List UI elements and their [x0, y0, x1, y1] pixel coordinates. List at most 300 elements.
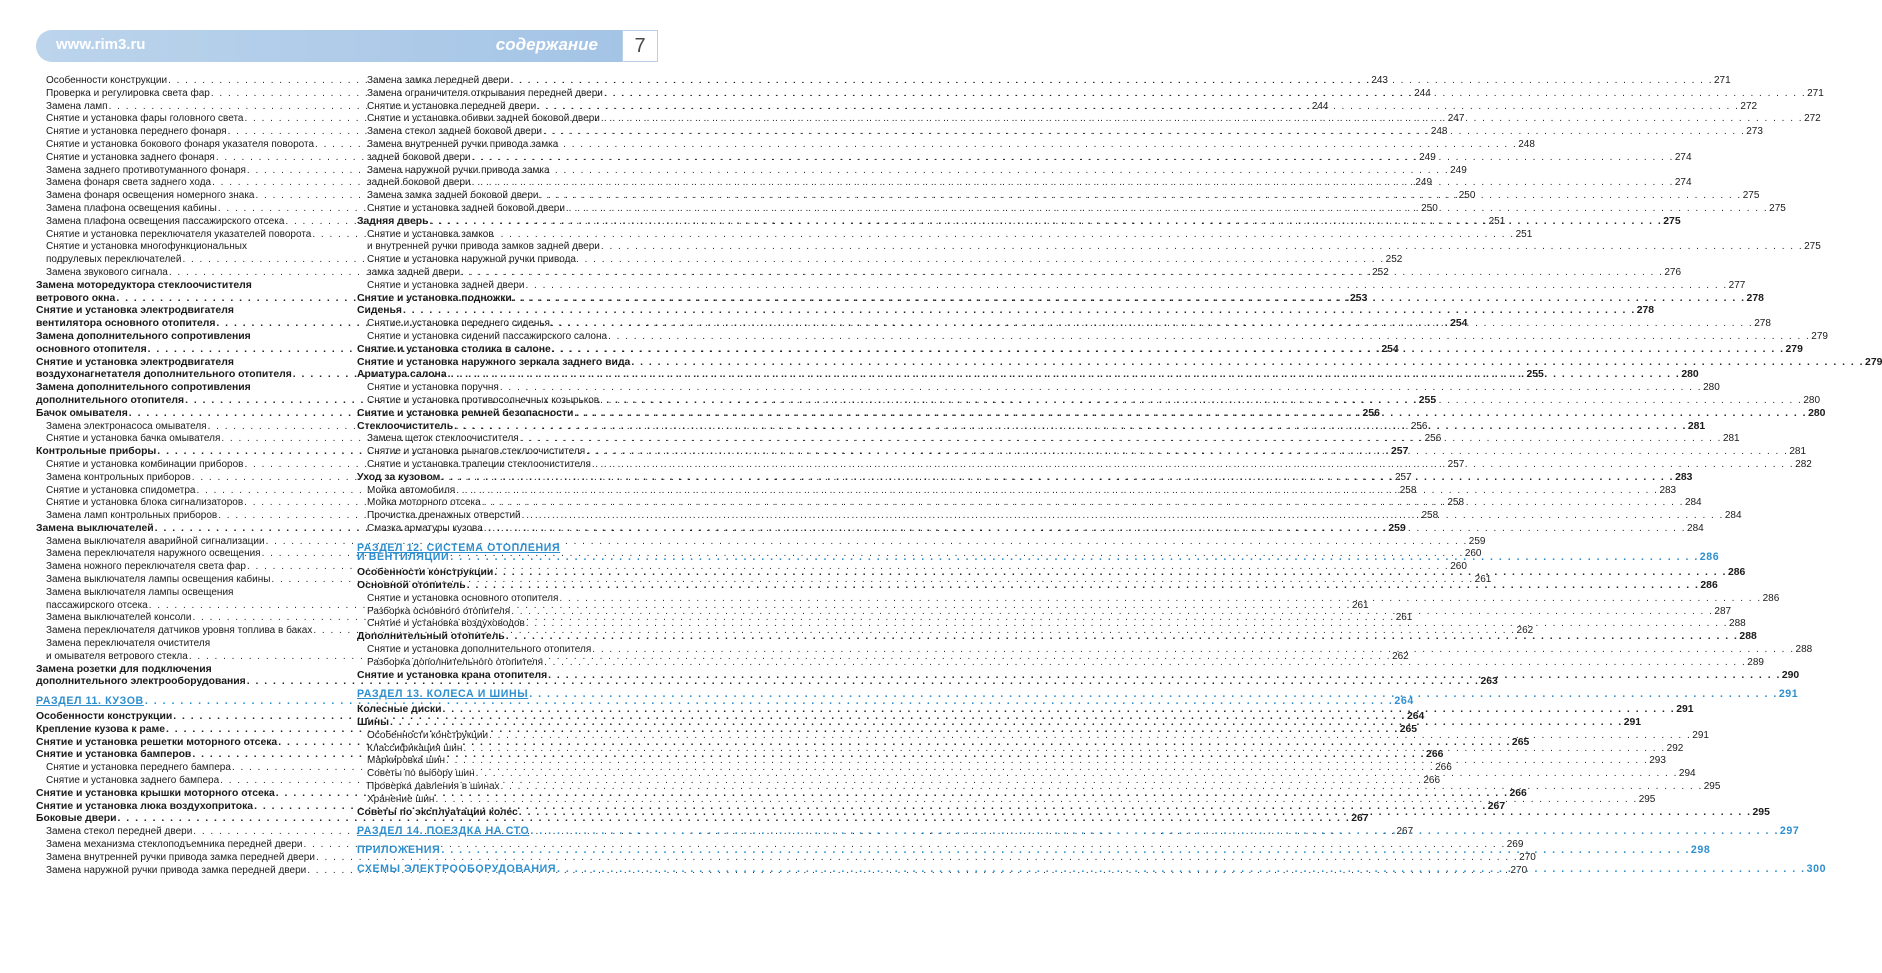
toc-entry-title: Основной отопитель [357, 580, 466, 592]
dot-leader [489, 730, 1691, 743]
dot-leader [586, 446, 1788, 459]
toc-entry-title: РАЗДЕЛ 13. КОЛЕСА И ШИНЫ [357, 688, 529, 701]
toc-page-number: 250 [1458, 190, 1476, 202]
toc-page-number: 281 [1789, 446, 1807, 458]
toc-entry-title: Замена выключателей консоли [46, 612, 192, 624]
toc-entry-title: РАЗДЕЛ 12. СИСТЕМА ОТОПЛЕНИЯ [357, 541, 561, 554]
toc-entry-title: подрулевых переключателей [46, 254, 182, 266]
dot-leader [467, 580, 1700, 593]
toc-page-number: 280 [1703, 382, 1720, 394]
toc-chapter[interactable] [36, 695, 1414, 708]
toc-entry-title: Замена дополнительного сопротивления [36, 382, 251, 394]
toc-page-number: 262 [1392, 650, 1409, 662]
dot-leader [441, 472, 1674, 485]
toc-page-number: 264 [1394, 695, 1414, 708]
dot-leader [448, 369, 1681, 382]
toc-entry-title: Замена розетки для подключения [36, 663, 212, 675]
toc-page-number: 298 [1690, 844, 1711, 857]
toc-page-number: 283 [1675, 471, 1693, 483]
toc-entry-title: вентилятора основного отопителя [36, 318, 216, 330]
dot-leader [592, 644, 1794, 657]
toc-page-number: 243 [1371, 75, 1388, 86]
toc-page-number: 244 [1414, 87, 1431, 99]
toc-page-number: 267 [1351, 813, 1369, 825]
toc-page-number: 256 [1362, 407, 1380, 419]
toc-entry-title: Замена внутренней ручки привода замка передней двери [46, 851, 315, 863]
toc-entry-title: Замена механизма стеклоподъемника передней двери [46, 839, 303, 851]
toc-page-number: 270 [1519, 851, 1536, 863]
toc-entry[interactable] [36, 676, 1498, 689]
toc-entry[interactable] [36, 280, 340, 293]
toc-entry-title: Контрольные приборы [36, 446, 157, 458]
toc-page-number: 247 [1447, 113, 1465, 125]
toc-entry-title: Снятие и установка противосолнечных козырьков [367, 394, 600, 406]
toc-entry-title: пассажирского отсека [46, 599, 148, 611]
toc-page-number: 292 [1666, 742, 1684, 754]
toc-entry-title: И ВЕНТИЛЯЦИИ [357, 551, 450, 564]
toc-page-number: 258 [1399, 484, 1417, 496]
toc-page-number: 288 [1729, 618, 1746, 630]
toc-page-number: 257 [1391, 446, 1409, 458]
dot-leader [526, 618, 1728, 631]
toc-page-number: 288 [1795, 644, 1813, 656]
toc-entry-title: Снятие и установка основного отопителя [367, 592, 559, 604]
toc-entry[interactable] [36, 664, 340, 677]
toc-page-number: 259 [1388, 522, 1406, 534]
toc-entry-title: Разборка основного отопителя [367, 605, 511, 617]
toc-subentry[interactable] [357, 254, 653, 267]
toc-page-number: 295 [1703, 781, 1721, 793]
toc-entry-title: Замена выключателей [36, 522, 154, 534]
toc-entry-title: СХЕМЫ ЭЛЕКТРООБОРУДОВАНИЯ [357, 863, 557, 876]
toc-page-number: 251 [1488, 215, 1506, 227]
toc-entry-title: Особенности конструкции [36, 711, 173, 723]
toc-entry-title: Задняя дверь [357, 215, 429, 227]
toc-entry-title: Замена ламп контрольных приборов [46, 510, 218, 522]
dot-leader [566, 203, 1768, 216]
dot-leader [446, 755, 1648, 768]
toc-entry-title: Маркировка шин [367, 755, 446, 767]
toc-entry-title: Замена звукового сигнала [46, 266, 168, 278]
toc-entry-title: Снятие и установка заднего фонаря [46, 151, 215, 163]
toc-entry[interactable] [357, 305, 1655, 318]
toc-entry-title: Снятие и установка решетки моторного отсека [36, 736, 278, 748]
toc-subentry[interactable] [357, 241, 1821, 254]
toc-page-number: 249 [1450, 164, 1467, 176]
dot-leader [476, 768, 1678, 781]
toc-entry-title: Снятие и установка рычагов стеклоочистителя [367, 446, 586, 458]
dot-leader [456, 485, 1658, 498]
dot-leader [557, 863, 1806, 876]
dot-leader [600, 395, 1802, 408]
toc-entry-title: Стеклоочиститель [357, 420, 454, 432]
toc-entry-title: Замена ограничителя открывания передней двери [367, 87, 603, 99]
dot-leader [608, 331, 1810, 344]
toc-page-number: 275 [1742, 190, 1760, 202]
toc-page-number: 263 [1480, 676, 1498, 688]
toc-entry-title: Снятие и установка спидометра [46, 484, 196, 496]
toc-entry[interactable] [357, 356, 1882, 370]
dot-leader [559, 593, 1761, 606]
dot-leader [631, 357, 1864, 370]
dot-leader [403, 305, 1636, 318]
dot-leader [529, 688, 1778, 701]
toc-subentry[interactable] [357, 382, 1720, 395]
toc-page-number: 262 [1516, 625, 1534, 637]
toc-page-number: 287 [1714, 605, 1732, 617]
toc-page-number: 290 [1781, 669, 1800, 681]
toc-page-number: 258 [1421, 510, 1439, 522]
toc-entry-title: Замена стекол задней боковой двери [367, 126, 543, 138]
toc-entry-title: Снятие и установка заднего бампера [46, 775, 220, 787]
toc-entry-title: Замена ламп [46, 100, 108, 112]
toc-page-number: 274 [1674, 177, 1692, 189]
toc-entry-title: Шины [357, 717, 389, 729]
toc-page-number: 283 [1659, 484, 1677, 496]
dot-leader [525, 280, 1727, 293]
toc-page-number: 256 [1424, 433, 1442, 445]
toc-entry-title: Замена стекол передней двери [46, 826, 193, 838]
toc-page-number: 281 [1687, 420, 1706, 432]
dot-leader [540, 190, 1742, 203]
toc-entry-title: Крепление кузова к раме [36, 723, 166, 735]
toc-page-number: 253 [1350, 292, 1368, 304]
toc-entry-title: Советы по эксплуатации колес [357, 806, 518, 818]
toc-page-number: 286 [1699, 551, 1720, 564]
header-band [36, 30, 626, 62]
toc-page-number: 282 [1795, 458, 1812, 470]
toc-entry-title: и внутренней ручки привода замков задней двери [367, 241, 600, 253]
toc-page-number: 265 [1511, 736, 1530, 748]
toc-page-number: 280 [1803, 394, 1821, 406]
toc-entry-title: Замена фонаря света заднего хода [46, 177, 212, 189]
toc-entry-title: Особенности конструкции [357, 567, 494, 579]
toc-page-number: 291 [1623, 717, 1642, 729]
dot-leader [482, 497, 1684, 510]
toc-page-number: 300 [1806, 863, 1827, 876]
toc-entry-title: Мойка автомобиля [367, 484, 456, 496]
toc-page-number: 259 [1468, 535, 1486, 547]
dot-leader [551, 318, 1753, 331]
page-number: 7 [622, 30, 658, 62]
toc-page-number: 278 [1636, 305, 1655, 317]
toc-page-number: 249 [1415, 177, 1433, 189]
dot-leader [484, 523, 1686, 536]
toc-page-number: 286 [1762, 592, 1780, 604]
toc-page-number: 257 [1395, 471, 1412, 483]
dot-leader [390, 717, 1623, 730]
toc-entry-title: Замена ножного переключателя света фар [46, 561, 246, 573]
toc-entry-title: ветрового окна [36, 292, 116, 304]
dot-leader [454, 421, 1687, 434]
toc-entry-title: Сиденья [357, 305, 402, 317]
toc-entry-title: замка задней двери [367, 266, 461, 278]
toc-entry-title: воздухонагнетателя дополнительного отопителя [36, 369, 292, 381]
toc-subentry[interactable] [357, 165, 653, 178]
toc-page-number: 261 [1395, 612, 1413, 624]
toc-page-number: 293 [1649, 755, 1666, 767]
dot-leader [501, 781, 1703, 794]
toc-entry-title: Замена электронасоса омывателя [46, 420, 207, 432]
toc-entry-title: задней боковой двери [367, 177, 471, 189]
toc-page-number: 258 [1447, 497, 1465, 509]
toc-entry-title: Снятие и установка многофункциональных [46, 241, 247, 253]
toc-page-number: 265 [1399, 723, 1418, 735]
toc-entry-title: Снятие и установка фары головного света [46, 113, 244, 125]
dot-leader [500, 382, 1702, 395]
toc-entry[interactable] [36, 382, 340, 395]
dot-leader [548, 670, 1781, 683]
toc-entry-title: Замена выключателя лампы освещения [46, 586, 234, 598]
toc-page-number: 284 [1687, 522, 1704, 534]
toc-page-number: 248 [1518, 138, 1535, 150]
toc-page-number: 271 [1807, 87, 1824, 99]
dot-leader [463, 743, 1665, 756]
toc-entry-title: РАЗДЕЛ 14. ПОЕЗДКА НА СТО [357, 825, 530, 838]
toc-page-number: 278 [1754, 318, 1771, 330]
dot-leader [530, 825, 1779, 838]
toc-entry-title: Прочистка дренажных отверстий [367, 510, 521, 522]
toc-entry-title: Снятие и установка наружного зеркала заднего вида [357, 356, 631, 368]
toc-page-number: 255 [1526, 369, 1544, 381]
toc-entry-title: Снятие и установка переднего фонаря [46, 126, 227, 138]
dot-leader [430, 216, 1663, 229]
toc-entry-title: Снятие и установка сидений пассажирского салона [367, 330, 608, 342]
toc-page-number: 273 [1746, 126, 1763, 138]
toc-entry-title: Снятие и установка ремней безопасности [357, 407, 574, 419]
toc-page-number: 295 [1638, 793, 1656, 805]
toc-page-number: 254 [1450, 318, 1468, 330]
dot-leader [544, 657, 1746, 670]
toc-entry-title: и омывателя ветрового стекла [46, 650, 188, 662]
toc-entry-title: Снятие и установка передней двери [367, 100, 537, 112]
dot-leader [604, 88, 1806, 101]
toc-page-number: 249 [1419, 151, 1436, 163]
toc-entry-title: Снятие и установка подножки [357, 292, 512, 304]
toc-entry-title: Снятие и установка обивки задней боковой двери [367, 113, 600, 125]
toc-subentry[interactable] [36, 241, 340, 254]
toc-entry[interactable] [36, 357, 340, 370]
toc-entry-title: Снятие и установка бокового фонаря указателя поворота [46, 138, 315, 150]
toc-entry-title: Замена замка задней боковой двери [367, 190, 539, 202]
toc-page-number: 266 [1509, 787, 1527, 799]
toc-page-number: 257 [1447, 458, 1465, 470]
toc-entry-title: дополнительного отопителя [36, 394, 185, 406]
toc-entry-title: Арматура салона [357, 369, 447, 381]
toc-entry-title: Замена внутренней ручки привода замка [367, 138, 559, 150]
toc-page-number: 274 [1674, 151, 1692, 163]
toc-page-number: 251 [1515, 228, 1533, 240]
toc-page-number: 289 [1747, 656, 1764, 668]
dot-leader [601, 113, 1803, 126]
toc-entry-title: Замена заднего противотуманного фонаря [46, 164, 246, 176]
toc-page-number: 279 [1865, 356, 1882, 368]
dot-leader [519, 807, 1752, 820]
dot-leader [537, 101, 1739, 114]
toc-entry-title: Снятие и установка переднего сиденья [367, 318, 550, 330]
toc-entry-title: Снятие и установка дополнительного отопителя [367, 644, 592, 656]
toc-entry-title: Проверка и регулировка света фар [46, 87, 210, 99]
dot-leader [513, 293, 1746, 306]
toc-entry-title: Замена контрольных приборов [46, 471, 191, 483]
toc-page-number: 261 [1474, 574, 1492, 586]
toc-entry-title: Классификация шин [367, 742, 463, 754]
toc-entry-title: Замена переключателя наружного освещения [46, 548, 261, 560]
toc-entry-title: Особенности конструкции [46, 75, 168, 86]
toc-page-number: 295 [1752, 806, 1770, 818]
dot-leader [442, 704, 1675, 717]
dot-leader [511, 606, 1713, 619]
toc-entry-title: Замена фонаря освещения номерного знака [46, 190, 255, 202]
toc-page-number: 281 [1722, 433, 1740, 445]
site-url[interactable]: www.rim3.ru [56, 36, 146, 53]
toc-subentry[interactable] [357, 279, 1746, 293]
toc-entry-title: Замена наружной ручки привода замка передней двери [46, 864, 307, 876]
toc-entry-title: Уход за кузовом [357, 471, 441, 483]
toc-page-number: 270 [1510, 864, 1528, 876]
toc-subentry[interactable] [36, 851, 1536, 865]
toc-entry-title: Снятие и установка крышки моторного отсека [36, 787, 275, 799]
toc-entry-title: дополнительного электрооборудования [36, 676, 246, 688]
toc-page-number: 266 [1435, 762, 1452, 774]
toc-page-number: 272 [1804, 113, 1821, 125]
toc-entry-title: Замена замка передней двери [367, 75, 510, 86]
toc-entry-title: Замена щеток стеклоочистителя [367, 433, 519, 445]
toc-page-number: 267 [1487, 800, 1506, 812]
toc-page-number: 252 [1385, 254, 1403, 266]
toc-entry-title: Смазка арматуры кузова [367, 522, 483, 534]
toc-entry-title: Мойка моторного отсека [367, 497, 481, 509]
toc-entry-title: РАЗДЕЛ 11. КУЗОВ [36, 695, 144, 708]
toc-entry-title: Снятие и установка столика в салоне [357, 343, 551, 355]
toc-page-number: 280 [1681, 369, 1699, 381]
toc-entry[interactable] [36, 305, 340, 318]
dot-leader [522, 510, 1724, 523]
toc-subentry[interactable] [357, 229, 653, 242]
dot-leader [552, 344, 1785, 357]
toc-page-number: 284 [1684, 497, 1702, 509]
toc-page-number: 279 [1811, 330, 1828, 342]
toc-subentry[interactable] [357, 139, 653, 152]
dot-leader [494, 567, 1727, 580]
toc-page-number: 275 [1769, 202, 1786, 214]
dot-leader [574, 408, 1807, 421]
toc-subentry[interactable] [357, 330, 1828, 344]
toc-entry-title: Снятие и установка наружной ручки привода [367, 254, 576, 266]
toc-page-number: 250 [1421, 202, 1438, 214]
toc-page-number: 248 [1430, 126, 1448, 138]
toc-entry-title: Дополнительный отопитель [357, 631, 505, 643]
toc-page-number: 269 [1506, 839, 1524, 851]
toc-entry-title: Снятие и установка электродвигателя [36, 305, 234, 317]
toc-entry-title: задней боковой двери [367, 151, 471, 163]
toc-entry-title: Замена выключателя аварийной сигнализации [46, 535, 265, 547]
toc-page-number: 288 [1739, 631, 1757, 643]
toc-entry-title: Снятие и установка поручня [367, 382, 499, 394]
toc-entry-title: основного отопителя [36, 343, 147, 355]
toc-entry-title: Замена наружной ручки привода замка [367, 164, 550, 176]
toc-entry-title: Замена переключателя очистителя [46, 638, 211, 650]
dot-leader [520, 433, 1722, 446]
toc-entry-title: Снятие и установка трапеции стеклоочистителя [367, 458, 591, 470]
toc-entry-title: Снятие и установка бачка омывателя [46, 433, 221, 445]
toc-entry-title: Бачок омывателя [36, 407, 128, 419]
toc-page-number: 264 [1406, 711, 1425, 723]
toc-page-number: 284 [1724, 510, 1742, 522]
toc-page-number: 291 [1692, 729, 1709, 741]
toc-page-number: 286 [1727, 567, 1746, 579]
toc-page-number: 278 [1746, 292, 1764, 304]
toc-entry-title: Особенности конструкции [367, 729, 489, 741]
toc-page-number: 291 [1676, 704, 1694, 716]
toc-page-number: 254 [1381, 343, 1399, 355]
toc-entry[interactable] [36, 331, 340, 344]
toc-entry-title: Снятие и установка замков [367, 228, 494, 240]
toc-entry-title: Боковые двери [36, 813, 117, 825]
toc-entry-title: Замена плафона освещения пассажирского отсека [46, 215, 285, 227]
toc-page-number: 267 [1396, 826, 1414, 838]
toc-entry-title: Замена дополнительного сопротивления [36, 330, 251, 342]
dot-leader [592, 459, 1794, 472]
toc-page-number: 286 [1700, 580, 1718, 592]
toc-page-number: 260 [1450, 561, 1467, 573]
toc-chapter[interactable] [357, 688, 1799, 701]
dot-leader [511, 75, 1713, 88]
toc-page-number: 275 [1663, 215, 1681, 227]
toc-page-number: 277 [1728, 279, 1746, 291]
toc-entry-title: Снятие и установка задней двери [367, 279, 525, 291]
toc-entry-title: Снятие и установка бамперов [36, 749, 192, 761]
dot-leader [472, 177, 1674, 190]
dot-leader [472, 152, 1674, 165]
toc-entry-title: Снятие и установка блока сигнализаторов [46, 497, 244, 509]
dot-leader [543, 126, 1745, 139]
toc-page-number: 275 [1804, 241, 1821, 253]
toc-entry-title: Снятие и установка переключателя указателей поворота [46, 228, 312, 240]
dot-leader [441, 844, 1690, 857]
toc-page-number: 279 [1785, 343, 1803, 355]
toc-entry-title: Хранение шин [367, 793, 435, 805]
toc-page-number: 297 [1779, 825, 1800, 838]
toc-page-number: 276 [1664, 266, 1682, 278]
toc-entry-title: Колесные диски [357, 704, 442, 716]
toc-entry-title: Советы по выбору шин [367, 768, 475, 780]
toc-entry-title: Замена переключателя датчиков уровня топлива в баках [46, 625, 313, 637]
toc-page-number: 271 [1713, 75, 1731, 86]
toc-entry-title: Замена моторедуктора стеклоочистителя [36, 279, 252, 291]
toc-entry-title: Снятие и установка комбинации приборов [46, 458, 244, 470]
toc-subentry[interactable] [36, 638, 340, 651]
toc-page-number: 260 [1464, 548, 1482, 560]
toc-entry-title: Снятие и установка крана отопителя [357, 669, 548, 681]
dot-leader [450, 551, 1699, 564]
toc-entry-title: Замена плафона освещения кабины [46, 202, 217, 214]
toc-page-number: 266 [1426, 749, 1444, 761]
dot-leader [461, 267, 1663, 280]
toc-page-number: 280 [1808, 407, 1826, 419]
toc-entry-title: ПРИЛОЖЕНИЯ [357, 844, 441, 857]
toc-page-number: 256 [1410, 420, 1428, 432]
dot-leader [601, 241, 1803, 254]
toc-entry[interactable] [36, 813, 1369, 826]
toc-page-number: 266 [1423, 775, 1441, 787]
toc-page-number: 291 [1778, 688, 1799, 701]
toc-entry-title: Снятие и установка воздуховодов [367, 618, 525, 630]
toc-page-number: 261 [1351, 599, 1369, 611]
toc-subentry[interactable] [36, 587, 340, 600]
dot-leader [435, 794, 1637, 807]
toc-page-number: 255 [1418, 394, 1437, 406]
